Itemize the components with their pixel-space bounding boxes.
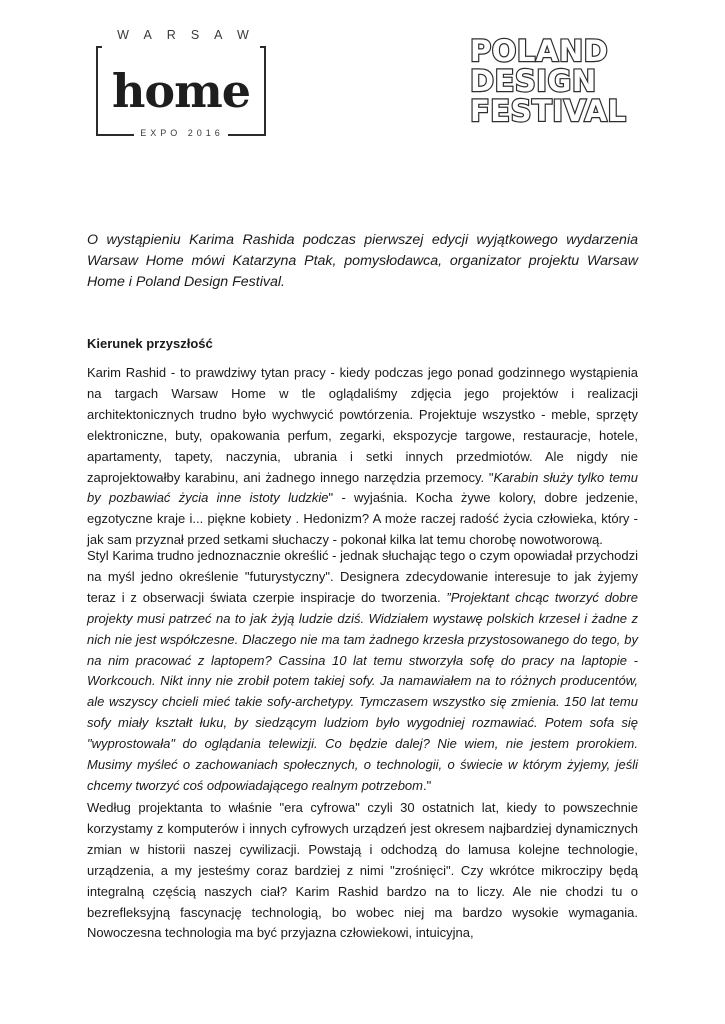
paragraph-1-text-b: " - wyjaśnia. Kocha żywe kolory, dobre jedzenie, egzotyczne kraje i... piękne kobiety . Hedonizm? A może raczej radość życia człowieka, który - jak sam przyznał przed setkami słuchaczy - pokonał kilka lat temu chorobę nowotworową. [87,490,638,548]
logo-warsaw-text: WARSAW [117,28,264,42]
logo-frame-corner [96,46,102,48]
logo-home-text: home [111,64,251,118]
paragraph-2-quote: ”Projektant chcąc tworzyć dobre projekty musi patrzeć na to jak żyją ludzie dziś. Widziałem wystawę polskich krzeseł i żadne z nich nie jest współczesne. Dlaczego nie ma tam żadnego krzesła przystosowanego do tego, by na nim pracować z laptopem? Cassina 10 lat temu stworzyła sofę do pracy na laptopie - Workcouch. Nikt inny nie zrobił potem takiej sofy. Ja namawiałem na to różnych producentów, ale wszyscy chcieli mieć takie sofy-archetypy. Tymczasem wszystko się zmienia. 150 lat temu sofy miały kształt łuku, by siedzącym ludziom było wygodniej rozmawiać. Potem sofa się "wyprostowała" do oglądania telewizji. Co będzie dalej? Nie wiem, nie jestem prorokiem. Musimy myśleć o zachowaniach społecznych, o technologii, o świecie w którym żyjemy, jeśli chcemy tworzyć coś odpowiadającego realnym potrzebom [87,589,638,793]
warsaw-home-logo [96,28,270,136]
logo-line-festival: FESTIVAL [470,94,627,128]
logo-expo-text: EXPO 2016 [96,127,266,139]
logo-line-poland: POLAND [470,34,609,68]
paragraph-2-text-a: Styl Karima trudno jednoznacznie określić - jednak słuchając tego o czym opowiadał przychodzi na myśl jedno określenie "futurystyczny". Designera zdecydowanie interesuje to jak żyjemy teraz i z obserwacji świata czerpie inspiracje do tworzenia. [87,548,638,605]
logo-frame-corner [260,46,266,48]
paragraph-2 [87,546,638,797]
section-heading: Kierunek przyszłość [87,336,213,351]
paragraph-1 [87,363,638,551]
paragraph-2-text-b: ." [423,777,432,793]
paragraph-3: Według projektanta to właśnie "era cyfrowa" czyli 30 ostatnich lat, kiedy to powszechnie korzystamy z komputerów i innych cyfrowych urządzeń jest okresem najbardziej dynamicznych zmian w historii naszej cywilizacji. Powstają i odchodzą do lamusa kolejne technologie, urządzenia, a my jesteśmy coraz bardziej z nimi "zrośnięci". Czy wkrótce mikroczipy będą integralną częścią naszych ciał? Karim Rashid bardzo na to liczy. Ale nie chodzi tu o bezrefleksyjną fascynację technologią, bo wobec niej ma bardzo wysokie wymagania. Nowoczesna technologia ma być przyjazna człowiekowi, intuicyjna, [87,800,638,941]
paragraph-1-quote: Karabin służy tylko temu by pozbawiać życia inne istoty ludzkie [87,469,638,506]
paragraph-1-text-a: Karim Rashid - to prawdziwy tytan pracy - kiedy podczas jego ponad godzinnego wystąpienia na targach Warsaw Home w tle oglądaliśmy zdjęcia jego projektów i realizacji architektonicznych trudno było wychwycić powtórzenia. Projektuje wszystko - meble, sprzęty elektroniczne, buty, opakowania perfum, zegarki, ekspozycje targowe, restauracje, hotele, apartamenty, tapety, naczynia, ubrania i setki innych przedmiotów. Ale nigdy nie zaprojektowałby karabinu, ani żadnego innego narzędzia przemocy. " [87,365,638,485]
intro-paragraph: O wystąpieniu Karima Rashida podczas pierwszej edycji wyjątkowego wydarzenia Warsaw Home mówi Katarzyna Ptak, pomysłodawca, organizator projektu Warsaw Home i Poland Design Festival. [87,232,638,290]
logo-line-design: DESIGN [470,64,597,98]
poland-design-festival-logo [470,36,640,126]
